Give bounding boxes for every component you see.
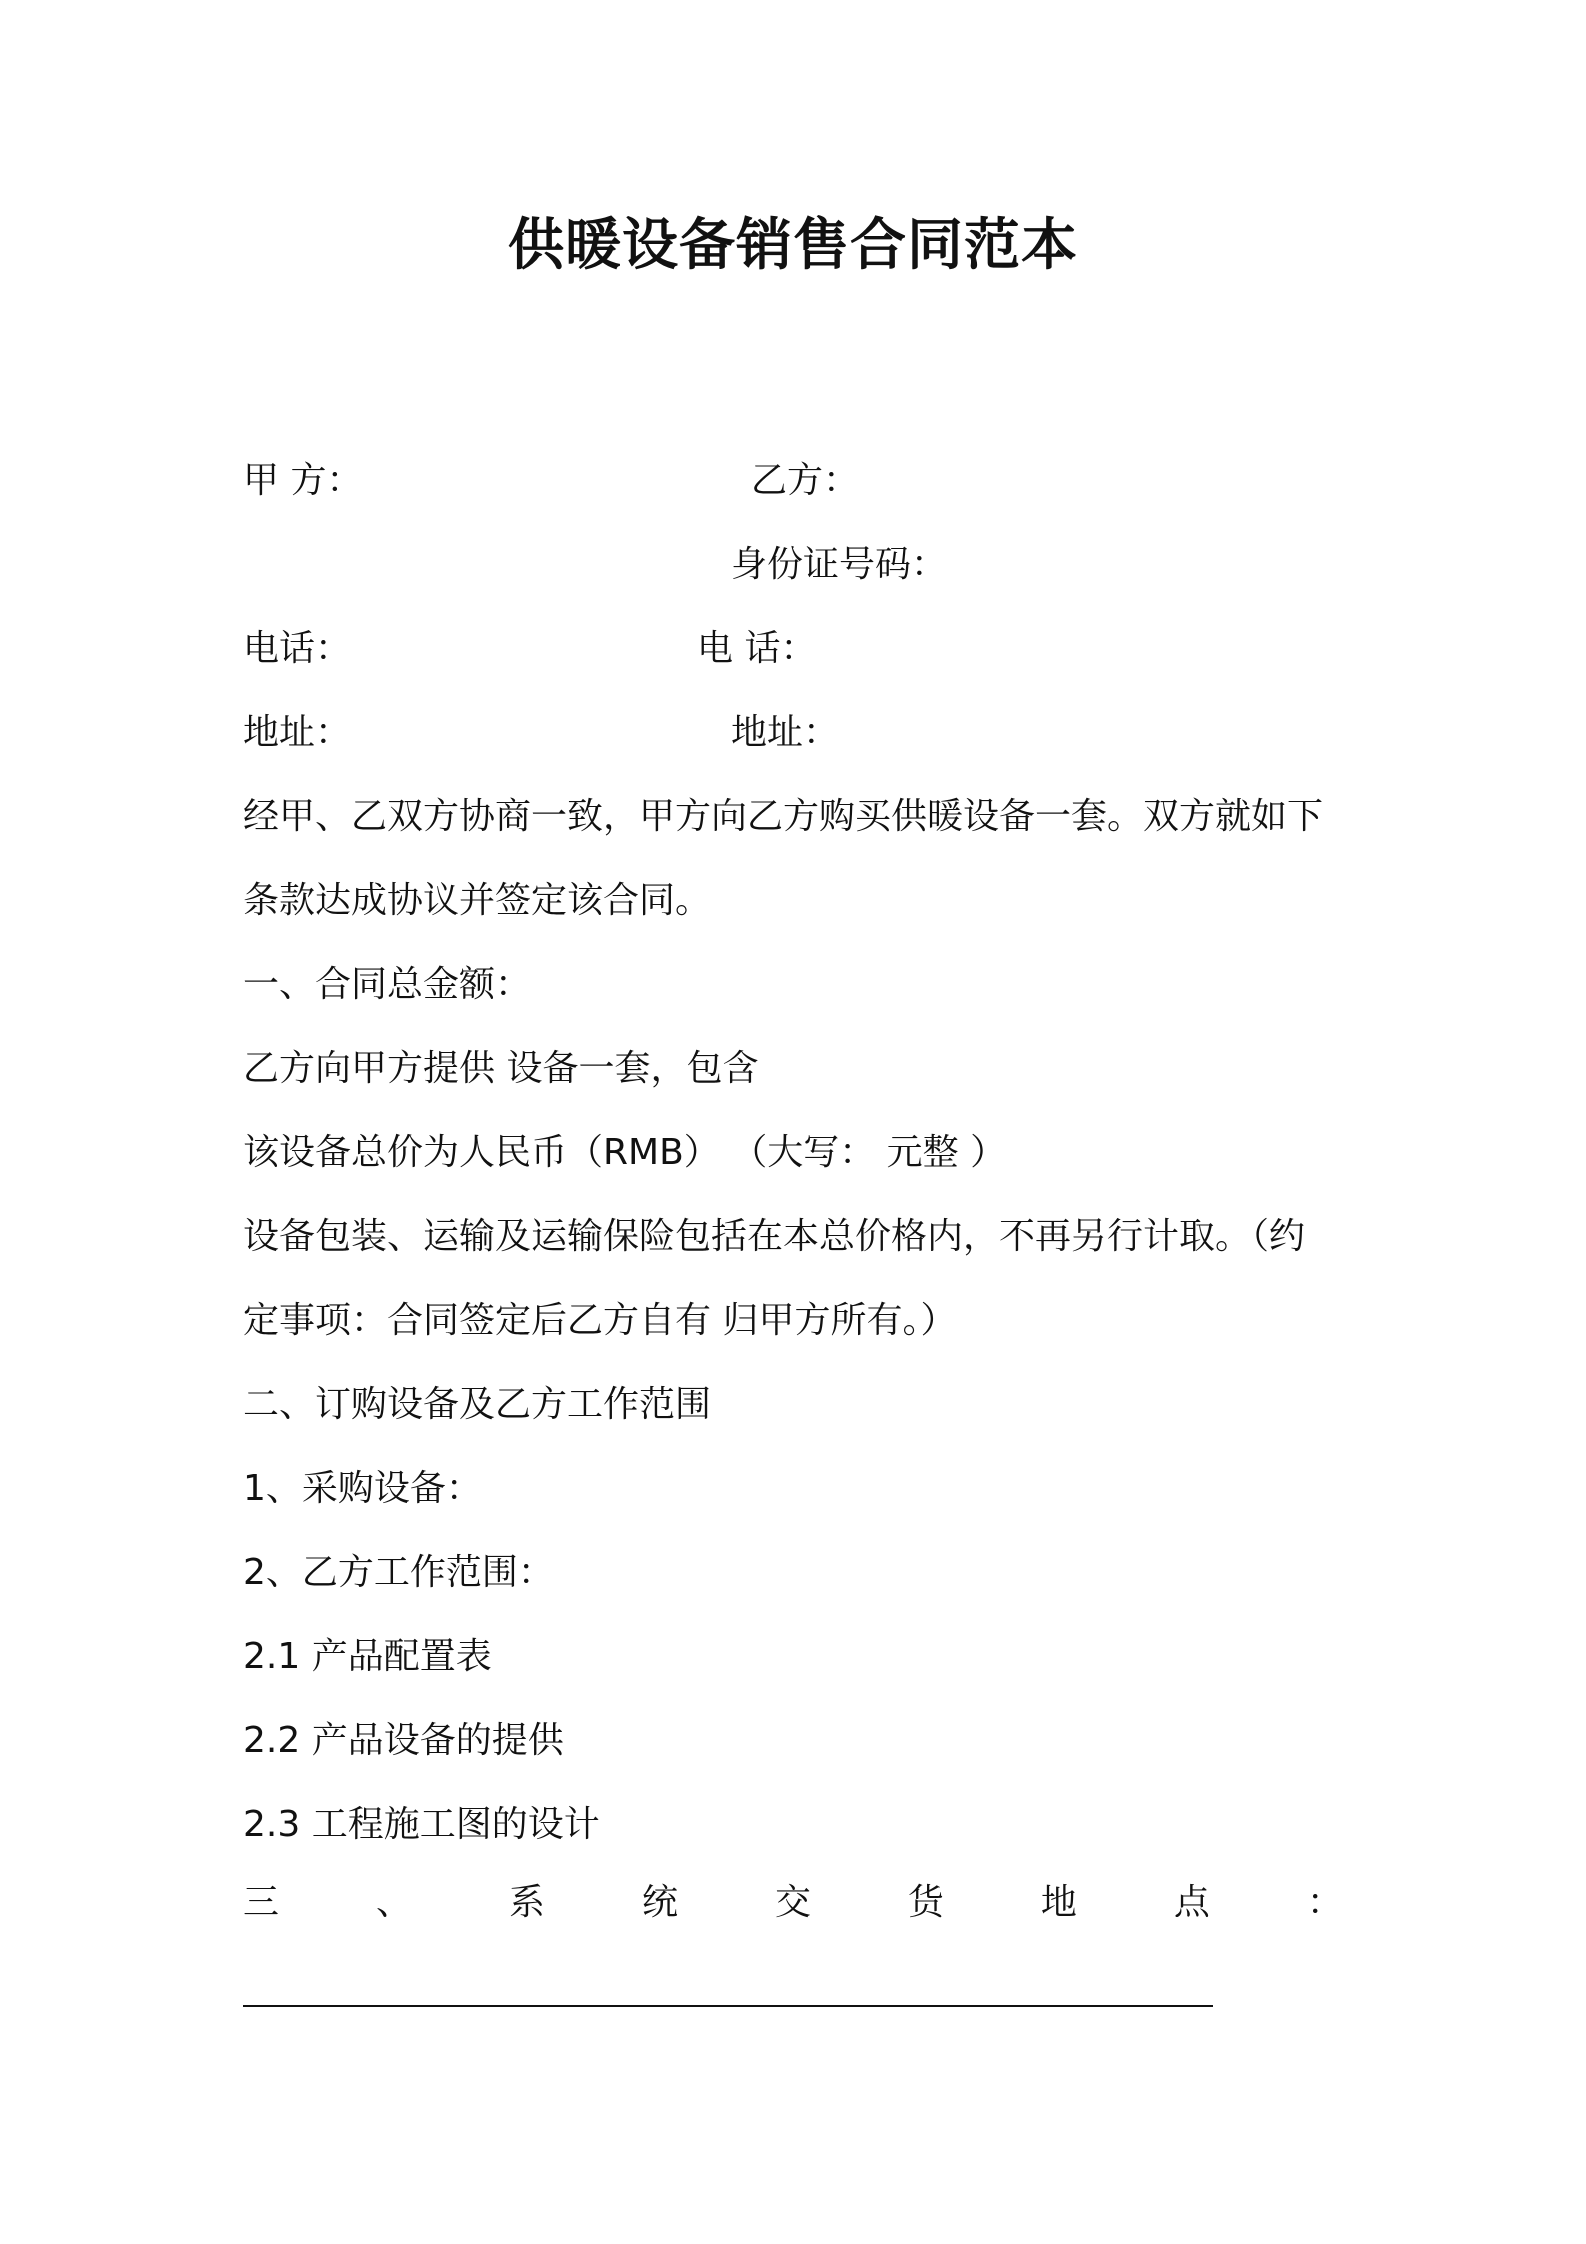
section-1-line-4: 定事项：合同签定后乙方自有 归甲方所有。） bbox=[243, 1300, 957, 1341]
section-1-heading: 一、合同总金额： bbox=[243, 964, 532, 1005]
section-3-heading bbox=[243, 1878, 1343, 1928]
section-3-char: 地 bbox=[1040, 1882, 1077, 1923]
intro-line-1: 经甲、乙双方协商一致，甲方向乙方购买供暖设备一套。双方就如下 bbox=[243, 796, 1324, 837]
delivery-location-blank-line bbox=[243, 2005, 1213, 2007]
section-1-line-1: 乙方向甲方提供 设备一套，包含 bbox=[243, 1048, 759, 1089]
section-1-line-3: 设备包装、运输及运输保险包括在本总价格内，不再另行计取。（约 bbox=[243, 1216, 1306, 1257]
section-3-char: 统 bbox=[641, 1882, 678, 1923]
section-3-char: 货 bbox=[907, 1882, 944, 1923]
id-number-label: 身份证号码： bbox=[731, 544, 948, 585]
section-3-char: 、 bbox=[375, 1882, 412, 1923]
list-item-2-3: 2.3 工程施工图的设计 bbox=[243, 1804, 600, 1845]
page-title: 供暖设备销售合同范本 bbox=[508, 213, 1078, 278]
section-3-char: 三 bbox=[243, 1882, 280, 1923]
party-b-label: 乙方： bbox=[751, 460, 860, 501]
list-item-1: 1、采购设备： bbox=[243, 1468, 482, 1509]
phone-b-label: 电 话： bbox=[697, 628, 817, 669]
list-item-2-2: 2.2 产品设备的提供 bbox=[243, 1720, 564, 1761]
list-item-2: 2、乙方工作范围： bbox=[243, 1552, 554, 1593]
section-3-char: 交 bbox=[774, 1882, 811, 1923]
phone-a-label: 电话： bbox=[243, 628, 352, 669]
party-a-label: 甲 方： bbox=[243, 460, 363, 501]
list-item-2-1: 2.1 产品配置表 bbox=[243, 1636, 492, 1677]
section-1-line-2: 该设备总价为人民币（RMB） （大写： 元整 ） bbox=[243, 1132, 1007, 1173]
address-a-label: 地址： bbox=[243, 712, 352, 753]
section-3-char: 系 bbox=[508, 1882, 545, 1923]
intro-line-2: 条款达成协议并签定该合同。 bbox=[243, 880, 712, 921]
section-3-char: ： bbox=[1306, 1882, 1343, 1923]
section-2-heading: 二、订购设备及乙方工作范围 bbox=[243, 1384, 712, 1425]
address-b-label: 地址： bbox=[731, 712, 840, 753]
section-3-char: 点 bbox=[1173, 1882, 1210, 1923]
